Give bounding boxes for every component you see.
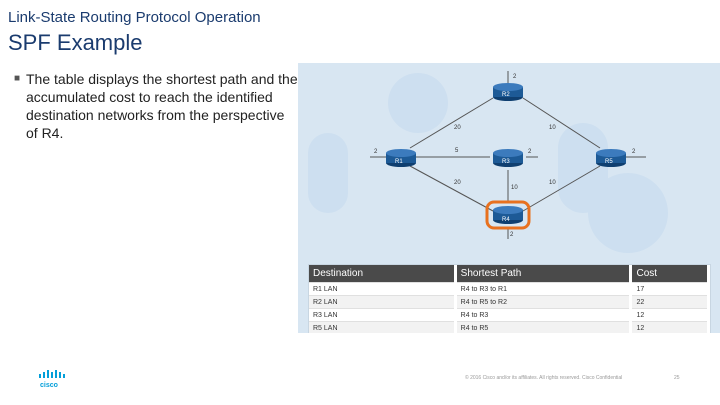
router-r2 [493, 83, 523, 101]
router-r4-highlighted [487, 202, 529, 228]
slide-title: SPF Example [8, 30, 143, 55]
copyright-footer: © 2016 Cisco and/or its affiliates. All rights reserved. Cisco Confidential [465, 375, 623, 381]
table-row [309, 309, 709, 322]
svg-text:cisco: cisco [40, 382, 58, 388]
bg-shape [308, 133, 348, 213]
bg-shape [388, 73, 448, 133]
topology-diagram [298, 63, 720, 263]
router-r5 [596, 149, 626, 167]
cost-label: 2 [528, 149, 532, 155]
cost-label: 2 [374, 149, 378, 155]
table-cell: R4 to R3 [455, 309, 631, 322]
column-header-cost: Cost [631, 265, 709, 283]
table-cell: R1 LAN [309, 283, 455, 296]
cisco-logo-icon [38, 370, 68, 388]
cisco-logo [38, 370, 68, 393]
table-cell: R4 to R5 to R2 [455, 296, 631, 309]
cost-label: 20 [454, 125, 461, 131]
router-label: R5 [605, 159, 613, 165]
router-r1 [386, 149, 416, 167]
column-header-destination: Destination [309, 265, 455, 283]
cost-label: 2 [632, 149, 636, 155]
table-cell: R4 to R3 to R1 [455, 283, 631, 296]
page-number: 25 [674, 375, 680, 381]
cost-label: 2 [510, 232, 514, 238]
slide-kicker: Link-State Routing Protocol Operation [8, 9, 261, 26]
cost-label: 5 [455, 148, 459, 154]
table-row [309, 296, 709, 309]
router-r3 [493, 149, 523, 167]
table-header-row [309, 265, 709, 283]
table-cell: 22 [631, 296, 709, 309]
table-cell: R2 LAN [309, 296, 455, 309]
column-header-shortest-path: Shortest Path [455, 265, 631, 283]
table-cell: R5 LAN [309, 322, 455, 334]
table-cell: 17 [631, 283, 709, 296]
table-cell: R4 to R5 [455, 322, 631, 334]
cost-label: 10 [549, 125, 556, 131]
spf-figure [298, 63, 720, 333]
router-label: R3 [502, 159, 510, 165]
table-cell: R3 LAN [309, 309, 455, 322]
spf-table [308, 264, 711, 333]
table-cell: 12 [631, 322, 709, 334]
bullet-point [14, 70, 299, 142]
cost-label: 10 [511, 185, 518, 191]
router-label: R2 [502, 92, 510, 98]
table-row [309, 283, 709, 296]
bullet-icon: ■ [14, 73, 21, 84]
cost-label: 10 [549, 180, 556, 186]
table-cell: 12 [631, 309, 709, 322]
router-label: R1 [395, 159, 403, 165]
cost-label: 20 [454, 180, 461, 186]
bullet-text: The table displays the shortest path and the accumulated cost to reach the identified destination networks from the perspective of R4. [26, 71, 298, 141]
table-row [309, 322, 709, 334]
router-label: R4 [502, 217, 510, 223]
cost-label: 2 [513, 74, 517, 80]
